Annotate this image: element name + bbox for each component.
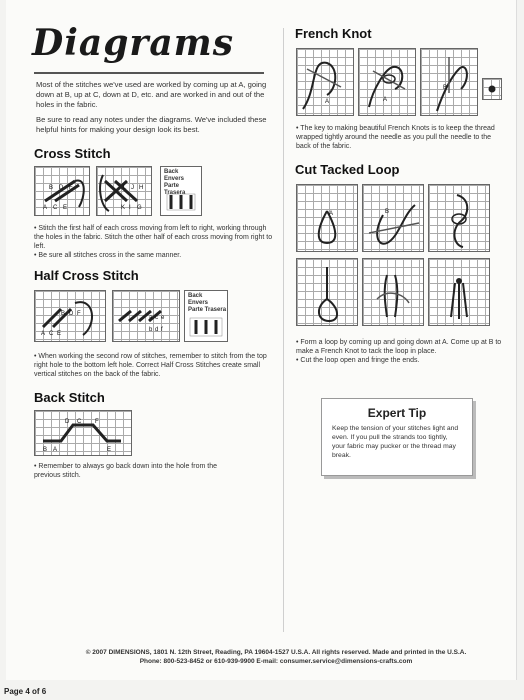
instruction-page	[6, 0, 517, 680]
half-cross-back-view: Back Envers Parte Trasera	[184, 290, 228, 342]
svg-text:C: C	[77, 419, 82, 425]
back-stitch-notes: • Remember to always go back down into the hole from the previous stitch.	[34, 463, 217, 479]
french-knot-diagram-1	[296, 48, 354, 116]
french-knot-heading: French Knot	[295, 26, 372, 41]
french-knot-diagram-3	[420, 48, 478, 116]
french-knot-notes: • The key to making beautiful French Knots is to keep the thread wrapped tightly around the needle as you pull the needle to the back of the fabric.	[296, 125, 495, 150]
cut-tacked-loop-heading: Cut Tacked Loop	[295, 162, 400, 177]
column-divider	[283, 28, 284, 632]
svg-text:C: C	[49, 331, 54, 337]
svg-text:D: D	[69, 311, 74, 317]
svg-text:b: b	[149, 327, 153, 333]
back-stitch-heading: Back Stitch	[34, 390, 105, 405]
loop-diagram-5	[362, 258, 424, 326]
loop-diagram-1	[296, 184, 358, 252]
intro-paragraph-1: Most of the stitches we've used are worked by coming up at A, going down at B, up at C, down at D, etc. and are worked in and out of the holes in the fabric.	[36, 80, 267, 109]
half-cross-stitch-heading: Half Cross Stitch	[34, 268, 139, 283]
svg-text:G: G	[137, 205, 142, 211]
cross-stitch-diagram-1	[34, 166, 90, 216]
svg-text:D: D	[65, 419, 70, 425]
svg-text:e: e	[161, 315, 165, 321]
half-cross-notes: • When working the second row of stitches, remember to stitch from the top right hole to the bottom left hole. Correct Half Cross Stitches create small vertical stitches on the back of the fabric.	[34, 353, 267, 378]
half-cross-diagram-1	[34, 290, 106, 342]
letter-b: B	[49, 185, 54, 191]
svg-text:d: d	[155, 327, 159, 333]
letter-d: D	[59, 185, 64, 191]
svg-text:A: A	[329, 211, 334, 217]
expert-tip-title: Expert Tip	[367, 406, 427, 420]
letter-e: E	[63, 205, 68, 211]
svg-text:A: A	[383, 97, 388, 103]
svg-text:A: A	[325, 99, 330, 105]
page-number: Page 4 of 6	[4, 687, 47, 696]
svg-text:A: A	[53, 447, 58, 453]
svg-text:L: L	[123, 185, 127, 191]
svg-text:E: E	[107, 447, 112, 453]
letter-a: A	[43, 205, 48, 211]
cross-stitch-diagram-2	[96, 166, 152, 216]
svg-text:B: B	[43, 447, 48, 453]
loop-diagram-4	[296, 258, 358, 326]
french-knot-result	[482, 78, 502, 100]
svg-text:H: H	[139, 185, 144, 191]
svg-text:I: I	[129, 205, 131, 211]
svg-text:a: a	[149, 315, 153, 321]
svg-text:c: c	[155, 315, 158, 321]
letter-f: F	[69, 185, 73, 191]
svg-text:J: J	[131, 185, 134, 191]
svg-text:B: B	[385, 209, 390, 215]
cross-stitch-notes: • Stitch the first half of each cross moving from left to right, working through the holes in the fabric. Stitch the other half of each cross moving from right to left. • Be sure all stitches cross in the same manner.	[34, 225, 273, 259]
cut-tacked-loop-notes: • Form a loop by coming up and going down at A. Come up at B to make a French Knot to tack the loop in place. • Cut the loop open and fringe the ends.	[296, 339, 502, 364]
expert-tip-box	[321, 398, 473, 476]
svg-text:E: E	[57, 331, 62, 337]
loop-diagram-6	[428, 258, 490, 326]
intro-paragraph-2: Be sure to read any notes under the diagrams. We've included these helpful hints for making your design look its best.	[36, 115, 267, 134]
svg-text:F: F	[95, 419, 99, 425]
svg-text:A: A	[41, 331, 46, 337]
french-knot-diagram-2	[358, 48, 416, 116]
back-stitch-diagram	[34, 410, 132, 456]
loop-diagram-2	[362, 184, 424, 252]
title-underline	[34, 72, 264, 74]
svg-text:B: B	[443, 85, 448, 91]
svg-text:f: f	[161, 327, 163, 333]
cross-stitch-back-view: Back Envers Parte Trasera	[160, 166, 202, 216]
svg-text:F: F	[77, 311, 81, 317]
cross-stitch-heading: Cross Stitch	[34, 146, 111, 161]
half-cross-diagram-2	[112, 290, 180, 342]
copyright-footer: © 2007 DIMENSIONS, 1801 N. 12th Street, Reading, PA 19604-1527 U.S.A. All rights reserved. Made and printed in the U.S.A. Phone: 800-523-8452 or 610-939-9900 E-mail: consumer.service@dimensions-crafts.com	[85, 649, 467, 665]
svg-text:B: B	[61, 311, 66, 317]
page-title: Diagrams	[32, 22, 235, 64]
letter-c: C	[53, 205, 58, 211]
intro-text	[36, 80, 276, 140]
svg-text:K: K	[121, 205, 126, 211]
expert-tip-body: Keep the tension of your stitches light and even. If you pull the strands too tightly, your fabric may pucker or the thread may break.	[332, 425, 459, 459]
loop-diagram-3	[428, 184, 490, 252]
